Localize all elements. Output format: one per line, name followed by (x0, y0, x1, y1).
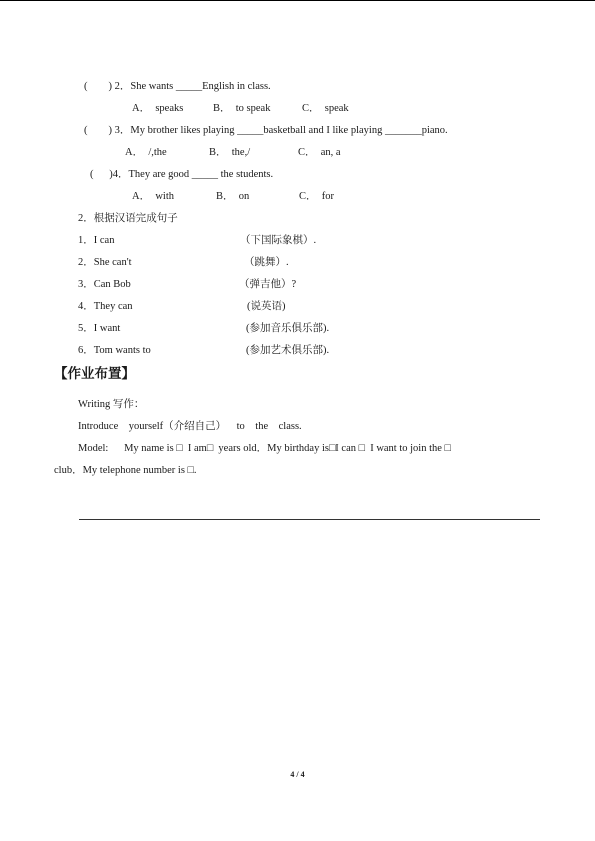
writing-label: Writing 写作： (78, 399, 145, 410)
question-2-option-a: A． speaks (132, 103, 184, 114)
question-4-option-a: A． with (132, 191, 174, 202)
question-2-option-b: B． to speak (213, 103, 271, 114)
homework-heading: 【作业布置】 (54, 366, 135, 382)
writing-answer-line (79, 519, 540, 520)
sentence-5-hint: (参加音乐俱乐部). (246, 323, 330, 334)
introduce-instruction: Introduce yourself（介绍自己） to the class. (78, 421, 302, 432)
question-2-stem: ( ) 2．She wants _____English in class. (84, 81, 271, 92)
page-top-rule (0, 0, 595, 1)
question-4-option-c: C． for (299, 191, 334, 202)
question-3-stem: ( ) 3．My brother likes playing _____basketball and I like playing _______piano. (84, 125, 448, 136)
sentence-3-hint: （弹吉他）? (239, 279, 297, 290)
sentence-2-hint: （跳舞）. (244, 257, 289, 268)
question-3-option-a: A． /,the (125, 147, 167, 158)
page-number: 4 / 4 (290, 770, 305, 779)
sentence-2-text: 2．She can't (78, 257, 132, 268)
sentence-4-text: 4．They can (78, 301, 133, 312)
sentence-6-text: 6．Tom wants to (78, 345, 151, 356)
section-2-title: 2．根据汉语完成句子 (78, 213, 178, 224)
question-4-stem: ( )4．They are good _____ the students. (90, 169, 274, 180)
question-3-option-c: C． an, a (298, 147, 341, 158)
sentence-1-hint: （下国际象棋）. (240, 235, 317, 246)
model-line-2: club．My telephone number is □. (54, 465, 197, 476)
sentence-6-hint: (参加艺术俱乐部). (246, 345, 330, 356)
sentence-1-text: 1．I can (78, 235, 115, 246)
sentence-4-hint: (说英语) (247, 301, 286, 312)
question-3-option-b: B． the,/ (209, 147, 251, 158)
model-line-1: Model: My name is □ I am□ years old．My birthday is□I can □ I want to join the □ (78, 443, 451, 454)
sentence-3-text: 3．Can Bob (78, 279, 131, 290)
sentence-5-text: 5．I want (78, 323, 121, 334)
question-2-option-c: C． speak (302, 103, 349, 114)
question-4-option-b: B． on (216, 191, 250, 202)
